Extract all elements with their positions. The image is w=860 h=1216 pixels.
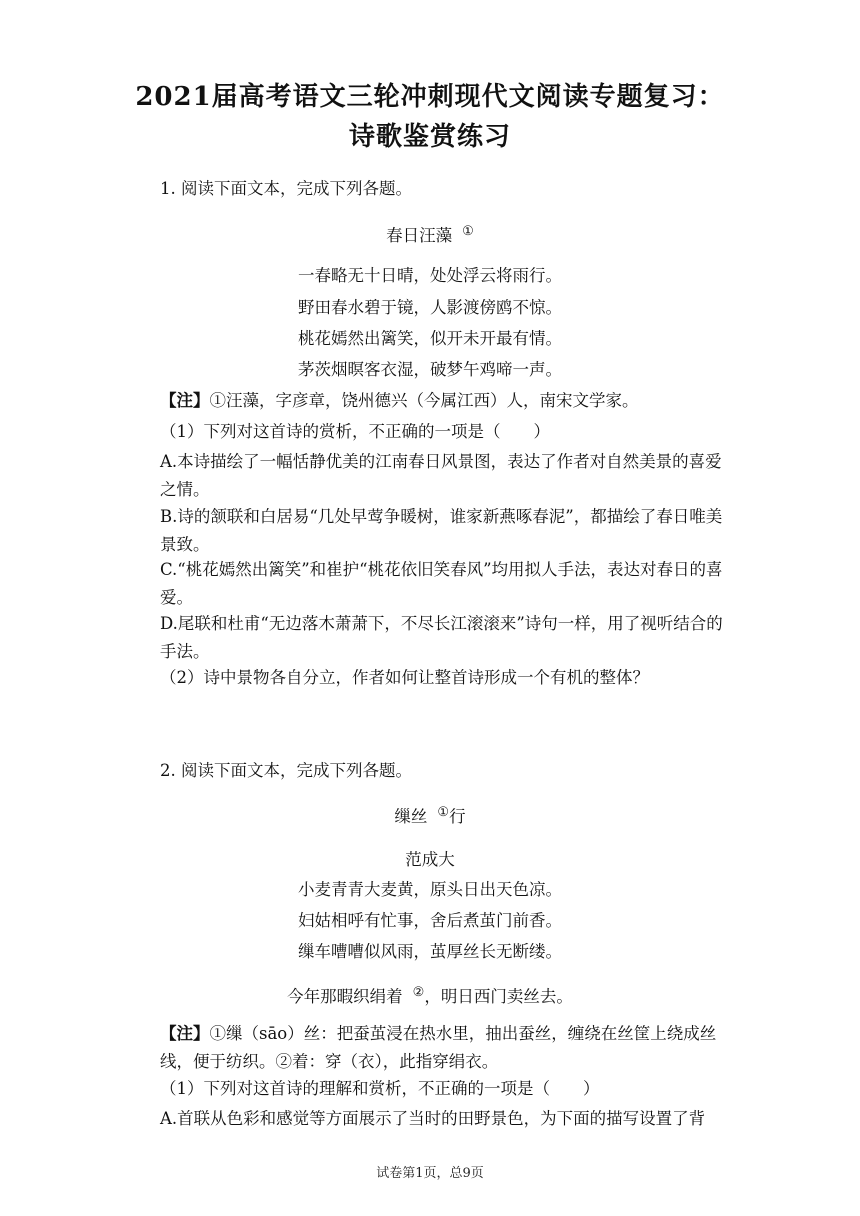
q2-last-line-b: ，明日西门卖丝去。 [424, 987, 573, 1006]
q2-poem-line: 妇姑相呼有忙事，舍后煮茧门前香。 [298, 911, 562, 930]
q1-note [160, 386, 730, 416]
doc-title-line1: 2021届高考语文三轮冲刺现代文阅读专题复习： [135, 82, 725, 112]
q2-poem-title-b: 行 [449, 807, 466, 826]
q1-option-c: C.“桃花嫣然出篱笑”和崔护“桃花依旧笑春风”均用拟人手法，表达对春日的喜爱。 [160, 560, 723, 607]
q1-footnote-mark: ① [462, 224, 474, 239]
q1-sub1: （1）下列对这首诗的赏析，不正确的一项是（ ） [160, 422, 550, 441]
q1-poem-line: 野田春水碧于镜，人影渡傍鸥不惊。 [298, 298, 562, 317]
q2-footnote-mark-2: ② [412, 985, 425, 1000]
q2-note-label: 【注】 [160, 1024, 210, 1043]
q2-poem-line: 缫车嘈嘈似风雨，茧厚丝长无断缕。 [298, 942, 562, 961]
q1-poem-title [0, 222, 860, 246]
q2-poem-last-line [0, 983, 860, 1007]
q2-footnote-mark-1: ① [437, 805, 450, 820]
q1-sub2: （2）诗中景物各自分立，作者如何让整首诗形成一个有机的整体？ [160, 668, 649, 687]
q2-note-text: ①缫（sāo）丝：把蚕茧浸在热水里，抽出蚕丝，缠绕在丝筐上绕成丝线，便于纺织。②着：穿（衣），此指穿绢衣。 [160, 1024, 717, 1071]
q2-intro: 2. 阅读下面文本，完成下列各题。 [160, 761, 412, 780]
q1-intro: 1. 阅读下面文本，完成下列各题。 [160, 179, 412, 198]
q2-last-line-a: 今年那暇织绢着 [287, 987, 403, 1006]
q2-poem-line: 小麦青青大麦黄，原头日出天色凉。 [298, 880, 562, 899]
q1-poem-line: 茅茨烟暝客衣湿，破梦午鸡啼一声。 [298, 360, 562, 379]
q1-option-b: B.诗的颔联和白居易“几处早莺争暖树，谁家新燕啄春泥”，都描绘了春日唯美景致。 [160, 507, 723, 554]
q2-note [160, 1020, 732, 1076]
q2-sub1: （1）下列对这首诗的理解和赏析，不正确的一项是（ ） [160, 1079, 600, 1098]
q2-poem-title-a: 缫丝 [394, 807, 428, 826]
q1-note-text: ①汪藻，字彦章，饶州德兴（今属江西）人，南宋文学家。 [209, 391, 639, 410]
page-footer: 试卷第1页，总9页 [376, 1166, 484, 1181]
q1-poem-line: 桃花嫣然出篱笑，似开未开最有情。 [298, 329, 562, 348]
q1-option-a: A.本诗描绘了一幅恬静优美的江南春日风景图，表达了作者对自然美景的喜爱之情。 [160, 452, 722, 499]
q1-poem-line: 一春略无十日晴，处处浮云将雨行。 [298, 266, 562, 285]
q1-poem-title-text: 春日汪藻 [386, 226, 453, 245]
q2-option-a: A.首联从色彩和感觉等方面展示了当时的田野景色，为下面的描写设置了背 [160, 1109, 706, 1128]
q2-author: 范成大 [405, 850, 455, 869]
doc-title-line2: 诗歌鉴赏练习 [348, 122, 511, 152]
q1-option-d: D.尾联和杜甫“无边落木萧萧下，不尽长江滚滚来”诗句一样，用了视听结合的手法。 [160, 614, 723, 661]
q1-note-label: 【注】 [160, 391, 210, 410]
q2-poem-title [0, 803, 860, 827]
